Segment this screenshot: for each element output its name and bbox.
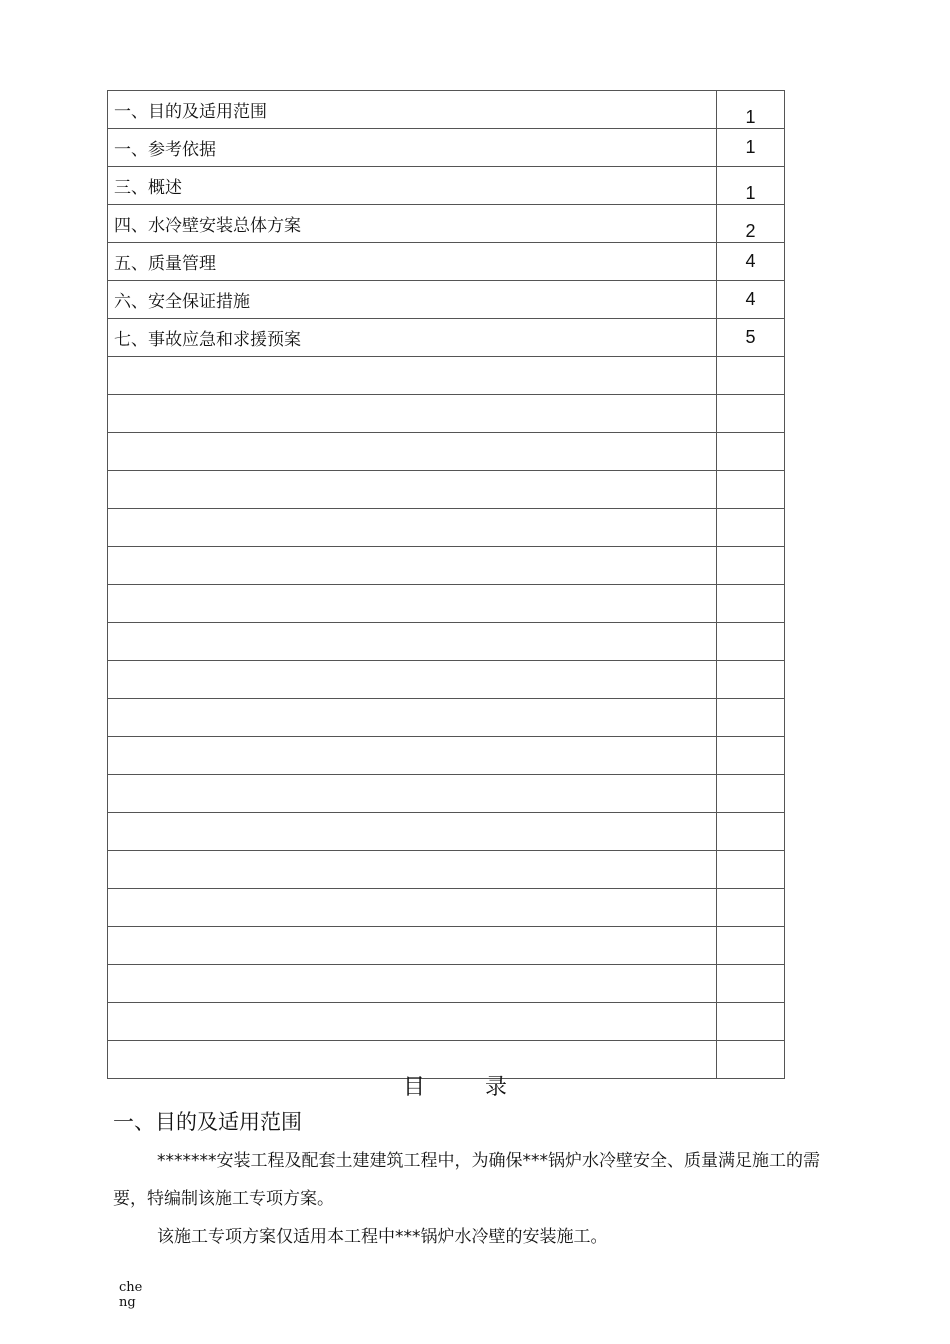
- toc-entry-title: [108, 623, 717, 661]
- toc-row: [108, 585, 785, 623]
- toc-entry-title: 一、目的及适用范围: [108, 91, 717, 129]
- toc-entry-page: [717, 889, 785, 927]
- toc-entry-page: [717, 965, 785, 1003]
- toc-row: [108, 699, 785, 737]
- toc-page-number: 1: [745, 137, 756, 157]
- toc-entry-title: [108, 889, 717, 927]
- toc-row: [108, 775, 785, 813]
- toc-body: [108, 91, 785, 1079]
- toc-row: [108, 319, 785, 357]
- toc-page-number: 4: [745, 251, 756, 271]
- toc-row: [108, 167, 785, 205]
- toc-row: [108, 281, 785, 319]
- toc-entry-page: [717, 205, 785, 243]
- toc-entry-title: [108, 775, 717, 813]
- toc-row: [108, 129, 785, 167]
- toc-page-number: 1: [745, 107, 756, 127]
- toc-table: [107, 90, 785, 1079]
- toc-row: [108, 471, 785, 509]
- footer-note: cheng: [119, 1280, 143, 1310]
- toc-row: [108, 433, 785, 471]
- toc-entry-title: [108, 965, 717, 1003]
- toc-entry-title: 五、质量管理: [108, 243, 717, 281]
- toc-row: [108, 623, 785, 661]
- toc-entry-title: [108, 585, 717, 623]
- toc-entry-page: [717, 129, 785, 167]
- toc-entry-title: [108, 661, 717, 699]
- toc-row: [108, 243, 785, 281]
- toc-page-number: 4: [745, 289, 756, 309]
- toc-entry-page: [717, 927, 785, 965]
- toc-entry-title: [108, 737, 717, 775]
- toc-row: [108, 1003, 785, 1041]
- toc-row: [108, 813, 785, 851]
- toc-entry-title: 六、安全保证措施: [108, 281, 717, 319]
- toc-entry-title: [108, 509, 717, 547]
- toc-row: [108, 205, 785, 243]
- toc-entry-page: [717, 471, 785, 509]
- toc-entry-title: [108, 471, 717, 509]
- toc-entry-page: [717, 91, 785, 129]
- toc-row: [108, 547, 785, 585]
- toc-row: [108, 661, 785, 699]
- toc-row: [108, 851, 785, 889]
- paragraph-purpose: *******安装工程及配套土建建筑工程中，为确保***锅炉水冷壁安全、质量满足施工的需要，特编制该施工专项方案。: [113, 1151, 820, 1209]
- toc-entry-title: 四、水冷壁安装总体方案: [108, 205, 717, 243]
- toc-entry-page: [717, 775, 785, 813]
- toc-row: [108, 965, 785, 1003]
- toc-row: [108, 357, 785, 395]
- toc-entry-title: 三、概述: [108, 167, 717, 205]
- document-heading: 目录: [402, 1075, 567, 1100]
- toc-entry-page: [717, 433, 785, 471]
- toc-entry-title: [108, 433, 717, 471]
- toc-entry-page: [717, 699, 785, 737]
- toc-entry-page: [717, 319, 785, 357]
- toc-entry-title: [108, 1003, 717, 1041]
- toc-entry-page: [717, 623, 785, 661]
- toc-row: [108, 509, 785, 547]
- toc-entry-title: [108, 927, 717, 965]
- toc-entry-title: [108, 357, 717, 395]
- toc-row: [108, 395, 785, 433]
- section-title: 一、目的及适用范围: [113, 1110, 302, 1134]
- toc-entry-page: [717, 737, 785, 775]
- toc-row: [108, 91, 785, 129]
- toc-entry-page: [717, 281, 785, 319]
- toc-entry-page: [717, 243, 785, 281]
- toc-page-number: 1: [745, 183, 756, 203]
- toc-entry-page: [717, 851, 785, 889]
- toc-entry-page: [717, 357, 785, 395]
- toc-row: [108, 889, 785, 927]
- toc-entry-page: [717, 1003, 785, 1041]
- toc-entry-page: [717, 547, 785, 585]
- toc-entry-page: [717, 585, 785, 623]
- toc-entry-title: [108, 851, 717, 889]
- toc-entry-title: [108, 547, 717, 585]
- toc-page-number: 2: [745, 221, 756, 241]
- toc-row: [108, 737, 785, 775]
- toc-entry-title: [108, 813, 717, 851]
- toc-entry-title: [108, 699, 717, 737]
- toc-row: [108, 927, 785, 965]
- paragraph-scope: 该施工专项方案仅适用本工程中***锅炉水冷壁的安装施工。: [157, 1227, 608, 1247]
- toc-entry-page: [717, 167, 785, 205]
- toc-page-number: 5: [745, 327, 756, 347]
- toc-entry-page: [717, 395, 785, 433]
- toc-entry-title: [108, 395, 717, 433]
- toc-entry-title: 一、参考依据: [108, 129, 717, 167]
- toc-entry-page: [717, 813, 785, 851]
- toc-entry-title: 七、事故应急和求援预案: [108, 319, 717, 357]
- toc-entry-page: [717, 661, 785, 699]
- toc-entry-page: [717, 509, 785, 547]
